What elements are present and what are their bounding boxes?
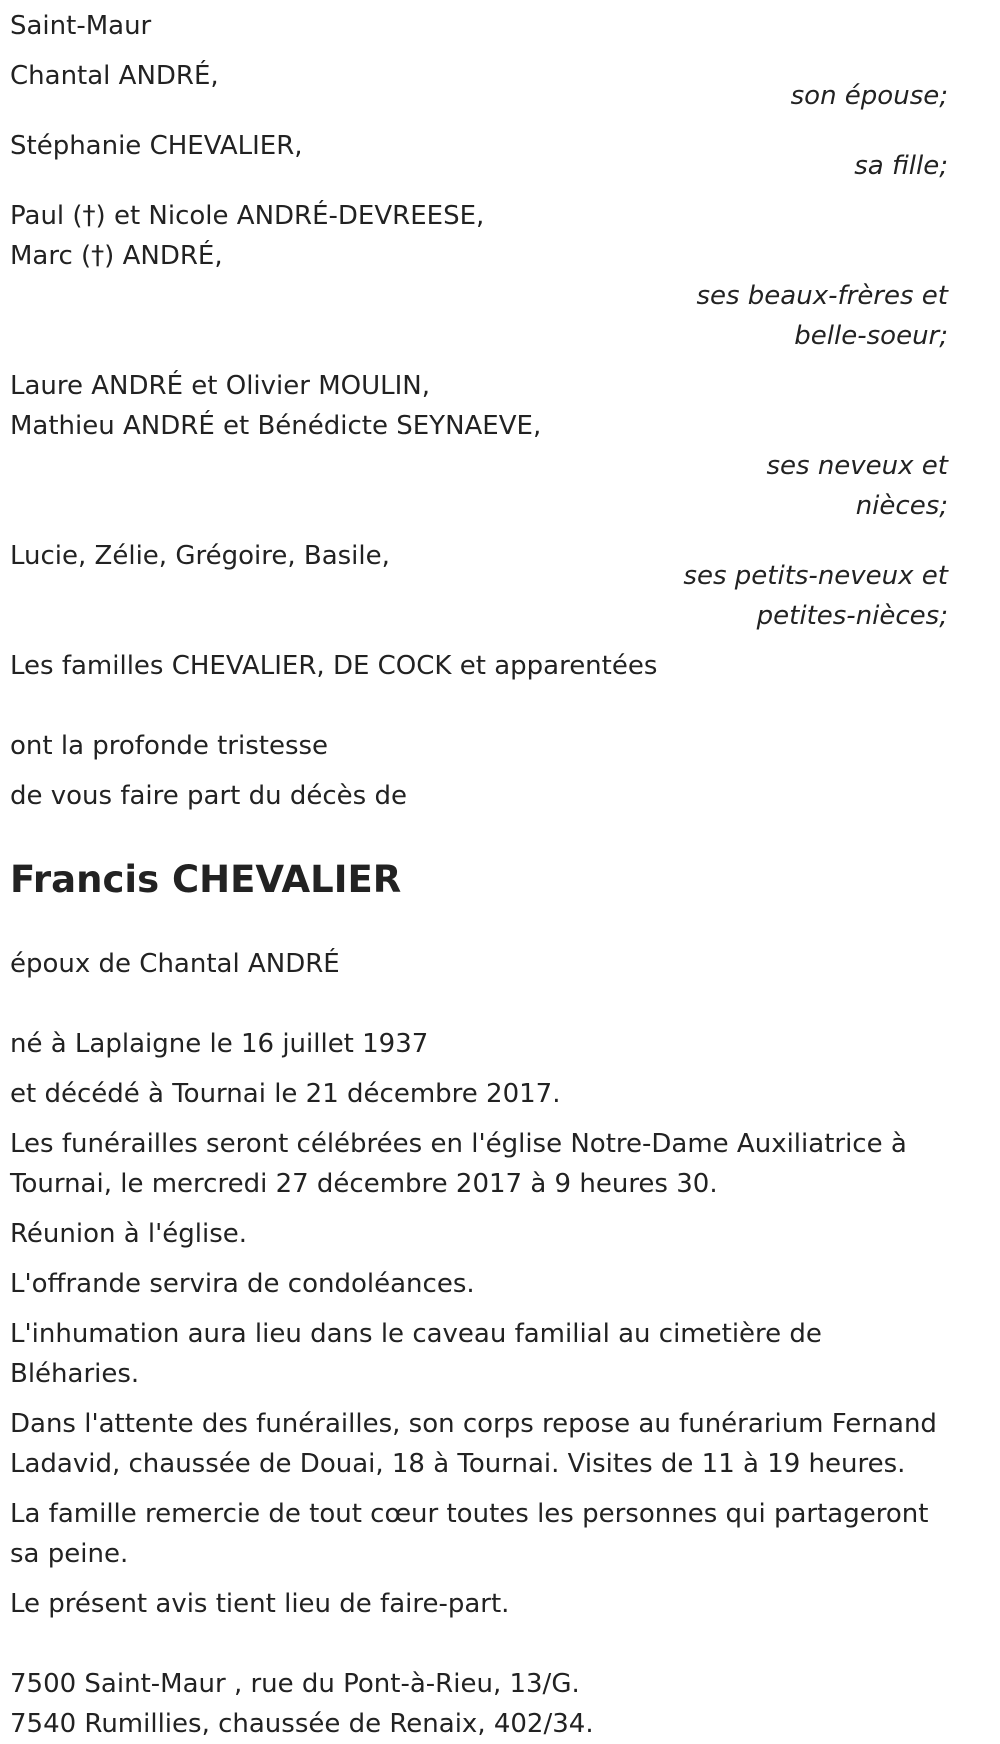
announcement-line: de vous faire part du décès de xyxy=(10,781,407,811)
detail-paragraph: Le présent avis tient lieu de faire-part. xyxy=(10,1589,510,1619)
family-name: Laure ANDRÉ et Olivier MOULIN, xyxy=(10,371,431,401)
birth-line: né à Laplaigne le 16 juillet 1937 xyxy=(10,1029,429,1059)
detail-paragraph: L'offrande servira de condoléances. xyxy=(10,1269,475,1299)
death-line: et décédé à Tournai le 21 décembre 2017. xyxy=(10,1079,561,1109)
addresses xyxy=(10,1664,948,1744)
address-line: 7540 Rumillies, chaussée de Renaix, 402/34. xyxy=(10,1709,594,1739)
family-name: Lucie, Zélie, Grégoire, Basile, xyxy=(10,541,390,571)
family-relation: belle-soeur; xyxy=(794,321,948,351)
detail-paragraph: Les funérailles seront célébrées en l'église Notre-Dame Auxiliatrice à Tournai, le mercredi 27 décembre 2017 à 9 heures 30. xyxy=(10,1129,907,1199)
family-relation: ses neveux et xyxy=(766,451,948,481)
family-relation: son épouse; xyxy=(790,81,948,111)
address-line: 7500 Saint-Maur , rue du Pont-à-Rieu, 13/G. xyxy=(10,1669,580,1699)
detail-paragraph: L'inhumation aura lieu dans le caveau familial au cimetière de Bléharies. xyxy=(10,1319,822,1389)
detail-paragraph: Dans l'attente des funérailles, son corps repose au funérarium Fernand Ladavid, chaussée de Douai, 18 à Tournai. Visites de 11 à 19 heures. xyxy=(10,1409,937,1479)
family-relation: sa fille; xyxy=(854,151,948,181)
families-line: Les familles CHEVALIER, DE COCK et apparentées xyxy=(10,651,658,681)
place-heading: Saint-Maur xyxy=(10,11,152,41)
family-relation: nièces; xyxy=(855,491,948,521)
family-relation: ses beaux-frères et xyxy=(696,281,948,311)
family-name: Marc (†) ANDRÉ, xyxy=(10,241,223,271)
family-relation: ses petits-neveux et xyxy=(683,561,948,591)
deceased-name: Francis CHEVALIER xyxy=(10,858,402,901)
family-group-grand-nephews xyxy=(10,536,948,636)
announcement-line: ont la profonde tristesse xyxy=(10,731,329,761)
spouse-line: époux de Chantal ANDRÉ xyxy=(10,949,340,979)
family-name: Paul (†) et Nicole ANDRÉ-DEVREESE, xyxy=(10,201,485,231)
family-group-spouse xyxy=(10,56,948,116)
family-name: Chantal ANDRÉ, xyxy=(10,61,219,91)
detail-paragraph: La famille remercie de tout cœur toutes les personnes qui partageront sa peine. xyxy=(10,1499,929,1569)
family-group-nephews xyxy=(10,366,948,526)
funeral-details xyxy=(10,1124,948,1624)
family-relation: petites-nièces; xyxy=(756,601,948,631)
family-name: Stéphanie CHEVALIER, xyxy=(10,131,303,161)
family-group-in-laws xyxy=(10,196,948,356)
family-group-daughter xyxy=(10,126,948,186)
family-name: Mathieu ANDRÉ et Bénédicte SEYNAEVE, xyxy=(10,411,542,441)
detail-paragraph: Réunion à l'église. xyxy=(10,1219,248,1249)
